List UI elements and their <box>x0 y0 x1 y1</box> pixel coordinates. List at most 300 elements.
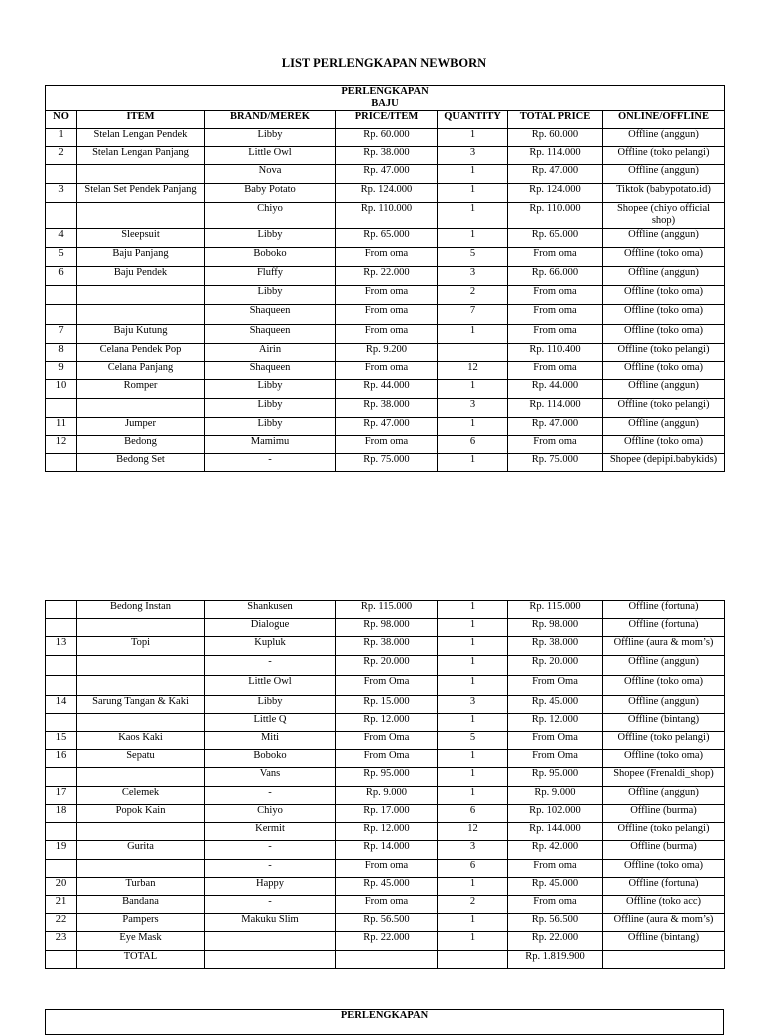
table-row <box>46 676 725 696</box>
table-row <box>46 619 725 637</box>
cell-total-price: Rp. 114.000 <box>508 399 603 418</box>
cell-online-offline: Offline (bintang) <box>603 714 725 732</box>
cell-online-offline: Offline (aura & mom’s) <box>603 914 725 932</box>
cell-price: Rp. 12.000 <box>336 823 438 841</box>
cell-item <box>77 676 205 696</box>
cell-no: 3 <box>46 184 77 203</box>
table-row <box>46 267 725 286</box>
col-brand: BRAND/MEREK <box>205 111 336 129</box>
table-row <box>46 344 725 362</box>
cell-no <box>46 823 77 841</box>
cell-quantity: 6 <box>438 436 508 454</box>
cell-price: Rp. 98.000 <box>336 619 438 637</box>
cell-item <box>77 768 205 787</box>
table-row <box>46 714 725 732</box>
cell-quantity: 1 <box>438 380 508 399</box>
cell-brand: Shankusen <box>205 601 336 619</box>
cell-item: Topi <box>77 637 205 656</box>
cell-no: 4 <box>46 229 77 248</box>
table-row <box>46 823 725 841</box>
cell-brand: Libby <box>205 380 336 399</box>
cell-quantity: 7 <box>438 305 508 325</box>
cell-item: Turban <box>77 878 205 896</box>
cell-brand: Chiyo <box>205 203 336 229</box>
cell-no: 17 <box>46 787 77 805</box>
cell-quantity: 3 <box>438 267 508 286</box>
cell-no <box>46 454 77 472</box>
cell-total-price: Rp. 9.000 <box>508 787 603 805</box>
table-row <box>46 229 725 248</box>
cell-quantity: 1 <box>438 932 508 951</box>
cell-item: Baju Kutung <box>77 325 205 344</box>
cell-online-offline: Offline (toko oma) <box>603 305 725 325</box>
cell-item <box>77 714 205 732</box>
cell-no: 13 <box>46 637 77 656</box>
cell-online-offline: Offline (fortuna) <box>603 619 725 637</box>
cell-item: Jumper <box>77 418 205 436</box>
cell-total-price: Rp. 44.000 <box>508 380 603 399</box>
cell-item: Sepatu <box>77 750 205 768</box>
cell-online-offline: Offline (toko oma) <box>603 860 725 878</box>
cell-online-offline: Offline (fortuna) <box>603 601 725 619</box>
cell-quantity: 3 <box>438 399 508 418</box>
cell-no: 18 <box>46 805 77 823</box>
cell-price: Rp. 44.000 <box>336 380 438 399</box>
cell-price: Rp. 110.000 <box>336 203 438 229</box>
cell-online-offline: Offline (toko pelangi) <box>603 399 725 418</box>
cell-online-offline: Offline (anggun) <box>603 696 725 714</box>
cell-total-price: Rp. 45.000 <box>508 878 603 896</box>
table-row <box>46 750 725 768</box>
cell-quantity: 1 <box>438 325 508 344</box>
cell-item: Bedong Set <box>77 454 205 472</box>
cell-price: Rp. 47.000 <box>336 165 438 184</box>
cell-brand: - <box>205 860 336 878</box>
cell-price: Rp. 95.000 <box>336 768 438 787</box>
cell-quantity: 1 <box>438 454 508 472</box>
cell-online-offline: Offline (toko pelangi) <box>603 147 725 165</box>
cell-no: 8 <box>46 344 77 362</box>
cell-no: 16 <box>46 750 77 768</box>
cell-brand: Chiyo <box>205 805 336 823</box>
cell-no: 19 <box>46 841 77 860</box>
cell-online-offline: Offline (anggun) <box>603 165 725 184</box>
col-quantity: QUANTITY <box>438 111 508 129</box>
cell-online-offline: Offline (toko oma) <box>603 436 725 454</box>
cell-no <box>46 768 77 787</box>
cell-total-price: Rp. 144.000 <box>508 823 603 841</box>
cell-price: From oma <box>336 325 438 344</box>
col-no: NO <box>46 111 77 129</box>
cell-quantity: 2 <box>438 286 508 305</box>
cell-online-offline: Offline (toko acc) <box>603 896 725 914</box>
cell-total-price: From Oma <box>508 750 603 768</box>
cell-item: Pampers <box>77 914 205 932</box>
cell-no: 14 <box>46 696 77 714</box>
cell-online-offline: Offline (toko oma) <box>603 676 725 696</box>
cell-total-price: Rp. 98.000 <box>508 619 603 637</box>
cell-item: Celemek <box>77 787 205 805</box>
cell-no: 6 <box>46 267 77 286</box>
cell-brand: Vans <box>205 768 336 787</box>
cell-quantity: 1 <box>438 768 508 787</box>
cell-total-price: Rp. 47.000 <box>508 165 603 184</box>
cell-total-price: From oma <box>508 362 603 380</box>
cell-total-price: Rp. 22.000 <box>508 932 603 951</box>
table-row <box>46 454 725 472</box>
cell-no: 23 <box>46 932 77 951</box>
cell-total-price: Rp. 114.000 <box>508 147 603 165</box>
cell-brand: Makuku Slim <box>205 914 336 932</box>
cell-item <box>77 399 205 418</box>
table-row <box>46 418 725 436</box>
cell-total-price: Rp. 66.000 <box>508 267 603 286</box>
cell-no <box>46 951 77 969</box>
cell-total-price: Rp. 110.400 <box>508 344 603 362</box>
cell-item: Bandana <box>77 896 205 914</box>
cell-no: 20 <box>46 878 77 896</box>
cell-quantity <box>438 951 508 969</box>
cell-price: Rp. 15.000 <box>336 696 438 714</box>
table-row <box>46 147 725 165</box>
table-row <box>46 184 725 203</box>
cell-brand: - <box>205 656 336 676</box>
cell-brand: Libby <box>205 696 336 714</box>
table-row <box>46 914 725 932</box>
cell-brand: Mamimu <box>205 436 336 454</box>
cell-brand <box>205 951 336 969</box>
cell-total-price: From Oma <box>508 676 603 696</box>
cell-no: 22 <box>46 914 77 932</box>
cell-quantity: 1 <box>438 229 508 248</box>
cell-no <box>46 656 77 676</box>
cell-price: Rp. 22.000 <box>336 932 438 951</box>
col-price: PRICE/ITEM <box>336 111 438 129</box>
cell-online-offline: Offline (anggun) <box>603 229 725 248</box>
section-header-baju <box>46 86 725 111</box>
cell-total-price: Rp. 38.000 <box>508 637 603 656</box>
cell-item <box>77 860 205 878</box>
col-total-price: TOTAL PRICE <box>508 111 603 129</box>
cell-no <box>46 601 77 619</box>
table-row <box>46 399 725 418</box>
cell-brand: Libby <box>205 286 336 305</box>
table-row <box>46 878 725 896</box>
cell-brand: Shaqueen <box>205 362 336 380</box>
cell-total-price: Rp. 56.500 <box>508 914 603 932</box>
cell-no: 21 <box>46 896 77 914</box>
cell-brand: Shaqueen <box>205 325 336 344</box>
cell-brand: - <box>205 454 336 472</box>
table-row <box>46 380 725 399</box>
cell-brand: - <box>205 841 336 860</box>
cell-online-offline: Shopee (Frenaldi_shop) <box>603 768 725 787</box>
cell-price: From oma <box>336 248 438 267</box>
cell-item <box>77 823 205 841</box>
cell-item <box>77 619 205 637</box>
cell-brand: Boboko <box>205 750 336 768</box>
cell-quantity: 3 <box>438 841 508 860</box>
cell-no: 12 <box>46 436 77 454</box>
table-row <box>46 768 725 787</box>
cell-item: Stelan Lengan Panjang <box>77 147 205 165</box>
cell-brand: Airin <box>205 344 336 362</box>
table-row <box>46 896 725 914</box>
cell-brand: - <box>205 896 336 914</box>
cell-quantity: 6 <box>438 805 508 823</box>
cell-total-price: Rp. 60.000 <box>508 129 603 147</box>
cell-total-price: Rp. 115.000 <box>508 601 603 619</box>
cell-no <box>46 714 77 732</box>
cell-brand: Baby Potato <box>205 184 336 203</box>
table-row <box>46 805 725 823</box>
cell-quantity: 5 <box>438 732 508 750</box>
table-row <box>46 129 725 147</box>
cell-online-offline: Offline (fortuna) <box>603 878 725 896</box>
cell-price: From Oma <box>336 750 438 768</box>
col-online-offline: ONLINE/OFFLINE <box>603 111 725 129</box>
cell-item: Bedong Instan <box>77 601 205 619</box>
cell-online-offline: Offline (toko pelangi) <box>603 732 725 750</box>
table-row <box>46 732 725 750</box>
cell-total-price: From oma <box>508 248 603 267</box>
table-row <box>46 248 725 267</box>
cell-online-offline <box>603 951 725 969</box>
cell-price: From Oma <box>336 676 438 696</box>
section-header-text: PERLENGKAPAN BAJU <box>341 86 429 109</box>
cell-quantity: 1 <box>438 203 508 229</box>
cell-total-price: From oma <box>508 286 603 305</box>
cell-quantity: 1 <box>438 601 508 619</box>
cell-price: From oma <box>336 286 438 305</box>
cell-online-offline: Shopee (depipi.babykids) <box>603 454 725 472</box>
cell-no <box>46 399 77 418</box>
cell-price: Rp. 45.000 <box>336 878 438 896</box>
cell-quantity <box>438 344 508 362</box>
cell-no <box>46 203 77 229</box>
cell-brand: - <box>205 787 336 805</box>
cell-online-offline: Offline (anggun) <box>603 267 725 286</box>
table-row <box>46 787 725 805</box>
cell-brand: Libby <box>205 129 336 147</box>
cell-no <box>46 619 77 637</box>
next-section-table <box>45 1009 724 1035</box>
cell-no <box>46 860 77 878</box>
cell-online-offline: Offline (toko oma) <box>603 325 725 344</box>
cell-total-price: Rp. 95.000 <box>508 768 603 787</box>
cell-total-price: Rp. 47.000 <box>508 418 603 436</box>
cell-price: Rp. 20.000 <box>336 656 438 676</box>
table-row <box>46 860 725 878</box>
cell-item <box>77 203 205 229</box>
cell-price: From Oma <box>336 732 438 750</box>
cell-brand: Happy <box>205 878 336 896</box>
cell-total-price: From oma <box>508 896 603 914</box>
cell-quantity: 1 <box>438 637 508 656</box>
cell-price: Rp. 65.000 <box>336 229 438 248</box>
cell-price: Rp. 14.000 <box>336 841 438 860</box>
table-row <box>46 841 725 860</box>
cell-brand: Libby <box>205 399 336 418</box>
cell-no <box>46 305 77 325</box>
cell-brand: Nova <box>205 165 336 184</box>
cell-item: Gurita <box>77 841 205 860</box>
cell-price: Rp. 60.000 <box>336 129 438 147</box>
cell-online-offline: Offline (toko oma) <box>603 362 725 380</box>
cell-online-offline: Offline (toko pelangi) <box>603 823 725 841</box>
cell-online-offline: Tiktok (babypotato.id) <box>603 184 725 203</box>
cell-online-offline: Offline (anggun) <box>603 787 725 805</box>
table-row <box>46 696 725 714</box>
cell-price: Rp. 115.000 <box>336 601 438 619</box>
cell-item: Bedong <box>77 436 205 454</box>
cell-brand: Little Q <box>205 714 336 732</box>
cell-online-offline: Offline (toko pelangi) <box>603 344 725 362</box>
cell-item: Eye Mask <box>77 932 205 951</box>
table-row <box>46 436 725 454</box>
cell-quantity: 1 <box>438 656 508 676</box>
cell-quantity: 12 <box>438 362 508 380</box>
cell-item: Sleepsuit <box>77 229 205 248</box>
cell-brand: Miti <box>205 732 336 750</box>
table-row <box>46 305 725 325</box>
cell-quantity: 1 <box>438 714 508 732</box>
cell-brand: Dialogue <box>205 619 336 637</box>
cell-brand: Kermit <box>205 823 336 841</box>
cell-total-price: Rp. 65.000 <box>508 229 603 248</box>
document-title: LIST PERLENGKAPAN NEWBORN <box>281 56 487 70</box>
cell-online-offline: Offline (toko oma) <box>603 248 725 267</box>
cell-no <box>46 165 77 184</box>
cell-price <box>336 951 438 969</box>
cell-item <box>77 656 205 676</box>
cell-item: TOTAL <box>77 951 205 969</box>
cell-total-price: From oma <box>508 436 603 454</box>
cell-brand: Little Owl <box>205 147 336 165</box>
cell-item: Romper <box>77 380 205 399</box>
cell-item <box>77 305 205 325</box>
cell-total-price: Rp. 124.000 <box>508 184 603 203</box>
cell-price: Rp. 12.000 <box>336 714 438 732</box>
cell-quantity: 1 <box>438 750 508 768</box>
cell-quantity: 1 <box>438 184 508 203</box>
table-row <box>46 325 725 344</box>
cell-quantity: 1 <box>438 165 508 184</box>
cell-online-offline: Offline (anggun) <box>603 129 725 147</box>
cell-no: 7 <box>46 325 77 344</box>
cell-price: From oma <box>336 362 438 380</box>
cell-item: Celana Pendek Pop <box>77 344 205 362</box>
cell-item: Baju Panjang <box>77 248 205 267</box>
table-row <box>46 656 725 676</box>
cell-total-price: From oma <box>508 305 603 325</box>
cell-online-offline: Offline (burma) <box>603 805 725 823</box>
cell-online-offline: Offline (burma) <box>603 841 725 860</box>
cell-no: 10 <box>46 380 77 399</box>
table-row <box>46 286 725 305</box>
cell-brand: Libby <box>205 229 336 248</box>
table-row <box>46 165 725 184</box>
continued-table <box>45 600 725 969</box>
cell-quantity: 1 <box>438 914 508 932</box>
cell-total-price: Rp. 45.000 <box>508 696 603 714</box>
cell-quantity: 1 <box>438 676 508 696</box>
cell-no: 5 <box>46 248 77 267</box>
cell-no: 15 <box>46 732 77 750</box>
cell-total-price: Rp. 1.819.900 <box>508 951 603 969</box>
cell-online-offline: Offline (bintang) <box>603 932 725 951</box>
cell-no <box>46 286 77 305</box>
cell-quantity: 1 <box>438 129 508 147</box>
cell-quantity: 5 <box>438 248 508 267</box>
cell-item: Celana Panjang <box>77 362 205 380</box>
cell-total-price: Rp. 42.000 <box>508 841 603 860</box>
cell-quantity: 1 <box>438 878 508 896</box>
cell-brand: Boboko <box>205 248 336 267</box>
cell-item: Popok Kain <box>77 805 205 823</box>
cell-quantity: 3 <box>438 147 508 165</box>
cell-price: Rp. 22.000 <box>336 267 438 286</box>
cell-price: From oma <box>336 860 438 878</box>
cell-brand: Kupluk <box>205 637 336 656</box>
cell-total-price: Rp. 12.000 <box>508 714 603 732</box>
cell-price: Rp. 47.000 <box>336 418 438 436</box>
cell-online-offline: Shopee (chiyo official shop) <box>603 203 725 229</box>
cell-item: Sarung Tangan & Kaki <box>77 696 205 714</box>
cell-online-offline: Offline (anggun) <box>603 380 725 399</box>
table-row <box>46 601 725 619</box>
cell-price: Rp. 38.000 <box>336 637 438 656</box>
col-item: ITEM <box>77 111 205 129</box>
cell-price: Rp. 9.000 <box>336 787 438 805</box>
cell-item: Stelan Lengan Pendek <box>77 129 205 147</box>
table-row <box>46 362 725 380</box>
table-row <box>46 951 725 969</box>
cell-quantity: 3 <box>438 696 508 714</box>
cell-brand: Libby <box>205 418 336 436</box>
cell-no: 11 <box>46 418 77 436</box>
cell-total-price: Rp. 20.000 <box>508 656 603 676</box>
cell-no: 9 <box>46 362 77 380</box>
column-header-row <box>46 111 725 129</box>
section-header-next: PERLENGKAPAN <box>46 1010 724 1035</box>
cell-online-offline: Offline (toko oma) <box>603 750 725 768</box>
cell-item <box>77 286 205 305</box>
cell-price: Rp. 17.000 <box>336 805 438 823</box>
cell-item: Baju Pendek <box>77 267 205 286</box>
cell-no <box>46 676 77 696</box>
cell-online-offline: Offline (aura & mom’s) <box>603 637 725 656</box>
cell-price: Rp. 124.000 <box>336 184 438 203</box>
cell-price: From oma <box>336 436 438 454</box>
cell-price: Rp. 75.000 <box>336 454 438 472</box>
cell-price: Rp. 9.200 <box>336 344 438 362</box>
cell-item: Kaos Kaki <box>77 732 205 750</box>
cell-quantity: 2 <box>438 896 508 914</box>
cell-total-price: Rp. 102.000 <box>508 805 603 823</box>
cell-price: From oma <box>336 896 438 914</box>
cell-item: Stelan Set Pendek Panjang <box>77 184 205 203</box>
table-row <box>46 203 725 229</box>
cell-brand: Fluffy <box>205 267 336 286</box>
table-row <box>46 637 725 656</box>
cell-quantity: 12 <box>438 823 508 841</box>
cell-total-price: From Oma <box>508 732 603 750</box>
cell-quantity: 6 <box>438 860 508 878</box>
cell-price: From oma <box>336 305 438 325</box>
cell-brand <box>205 932 336 951</box>
baju-table <box>45 85 725 472</box>
